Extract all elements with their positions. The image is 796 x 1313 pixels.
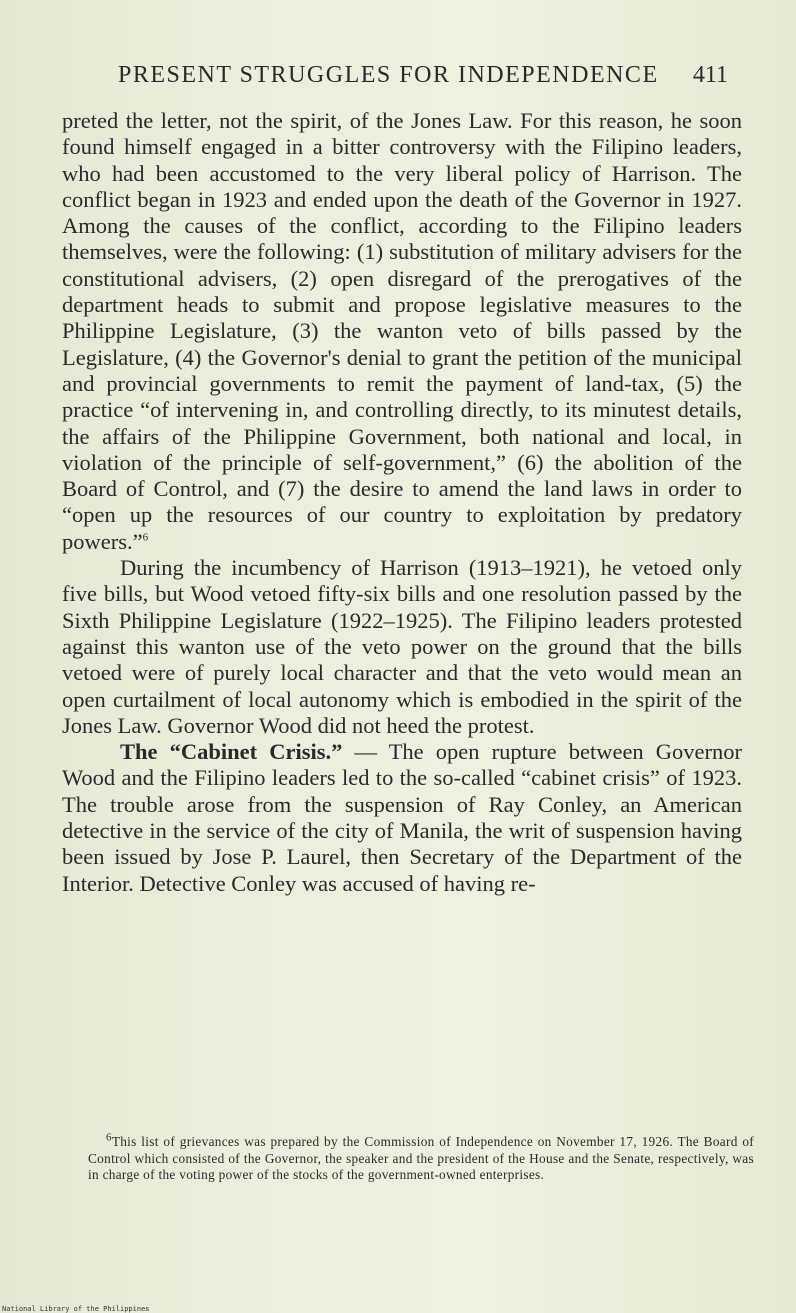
library-stamp: National Library of the Philippines <box>2 1305 150 1313</box>
page-header <box>118 62 728 102</box>
footnote <box>88 1131 754 1184</box>
running-head: PRESENT STRUGGLES FOR INDEPENDENCE <box>118 62 659 88</box>
paragraph <box>62 555 742 739</box>
footnote-marker: 6 <box>106 1131 112 1144</box>
body-text <box>62 108 742 897</box>
paragraph-text: During the incumbency of Harrison (1913–1921), he vetoed only five bills, but Wood vetoed fifty-six bills and one resolution passed by the Sixth Philippine Legislature (1922–1925). The Filipino leaders protested against this wanton use of the veto power on the ground that the bills vetoed were of purely local character and that the veto would mean an open curtailment of local autonomy which is embodied in the spirit of the Jones Law. Governor Wood did not heed the protest. <box>62 555 742 738</box>
footnote-paragraph <box>88 1131 754 1184</box>
paragraph-text: preted the letter, not the spirit, of the Jones Law. For this reason, he soon found himself engaged in a bitter controversy with the Filipino leaders, who had been accustomed to the very liberal policy of Harrison. The conflict began in 1923 and ended upon the death of the Governor in 1927. Among the causes of the conflict, according to the Filipino leaders themselves, were the following: (1) substitution of military advisers for the constitutional advisers, (2) open disregard of the prerogatives of the department heads to submit and propose legislative measures to the Philippine Legislature, (3) the wanton veto of bills passed by the Legislature, (4) the Governor's denial to grant the petition of the municipal and provincial governments to remit the payment of land-tax, (5) the practice “of intervening in, and controlling directly, to its minutest details, the affairs of the Philippine Government, both national and local, in violation of the principle of self-government,” (6) the abolition of the Board of Control, and (7) the desire to amend the land laws in order to “open up the resources of our country to exploitation by predatory powers.” <box>62 108 742 554</box>
section-heading: The “Cabinet Crisis.” <box>120 739 343 765</box>
paragraph <box>62 108 742 555</box>
footnote-text: This list of grievances was prepared by the Commission of Independence on November 17, 1926. The Board of Control which consisted of the Governor, the speaker and the president of the House and the Senate, respectively, was in charge of the voting power of the stocks of the government-owned enterprises. <box>88 1134 754 1182</box>
paragraph-text: — The open rupture between Governor Wood and the Filipino leaders led to the so-called “cabinet crisis” of 1923. The trouble arose from the suspension of Ray Conley, an American detective in the service of the city of Manila, the writ of suspension having been issued by Jose P. Laurel, then Secretary of the Department of the Interior. Detective Conley was accused of having re- <box>62 739 743 896</box>
footnote-reference: 6 <box>142 531 149 544</box>
page-number: 411 <box>692 62 728 88</box>
paragraph <box>62 739 742 897</box>
